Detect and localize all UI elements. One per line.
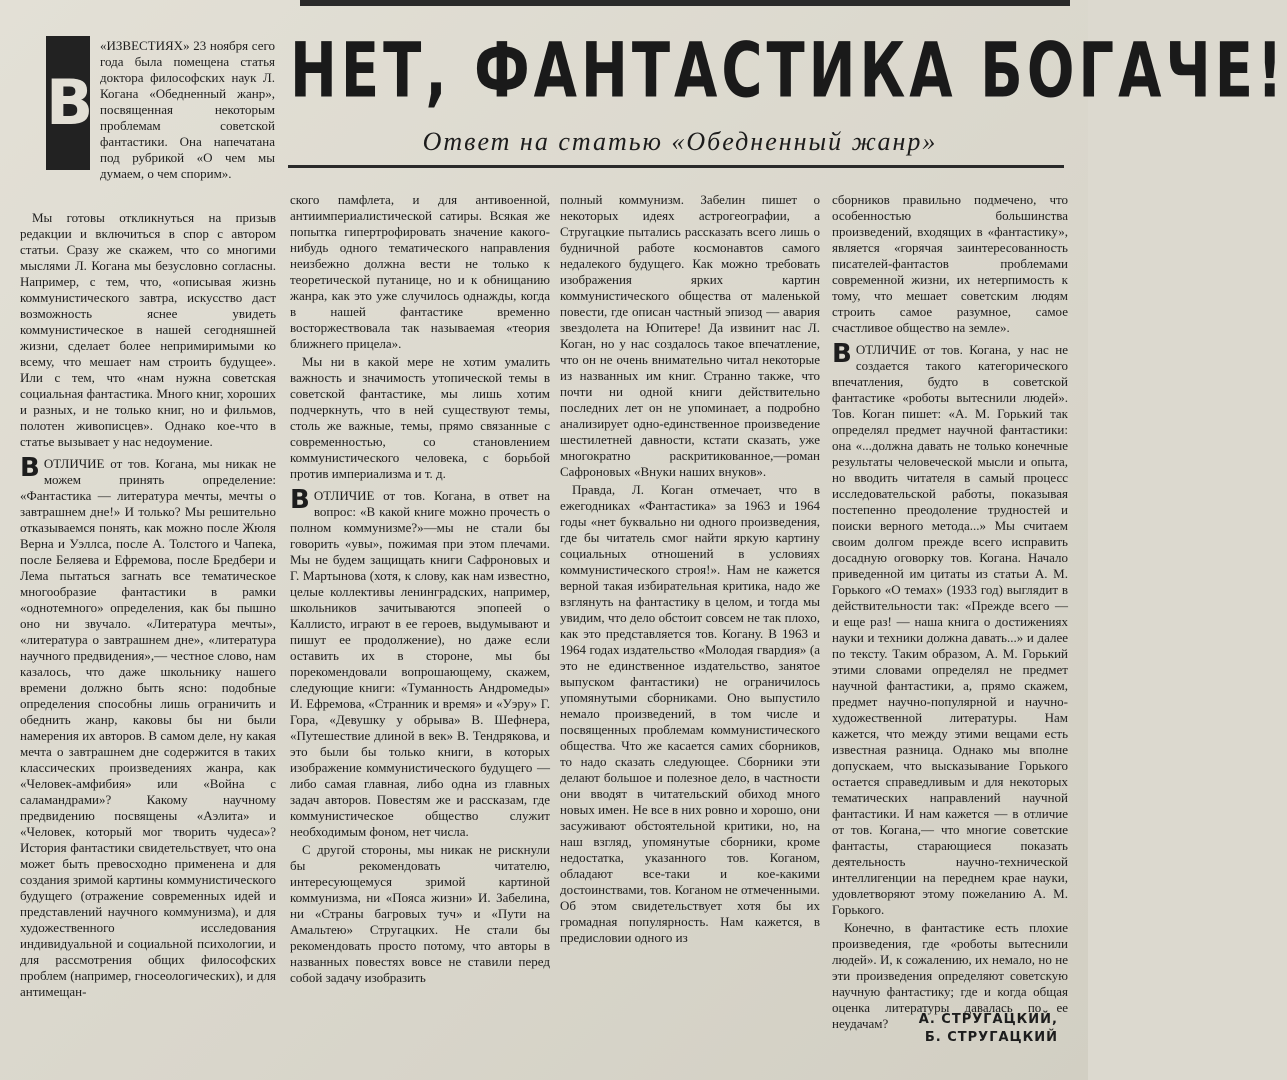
paragraph: Мы ни в какой мере не хотим умалить важность и значимость утопической темы в советской фантастике, мы лишь хотим подчеркнуть, что в ней существуют темы, столь же важные, темы, прямо связанные с современностью, со становлением коммунистического человека, с борьбой против империализма и т. д. <box>290 354 550 481</box>
paragraph: сборников правильно подмечено, что особенностью большинства произведений, входящих в «фантастику», является «горячая заинтересованность писателей-фантастов проблемами современной жизни, их нетерпимость к тому, что мешает советским людям строить самое разумное, самое счастливое общество на земле». <box>832 192 1068 335</box>
headline-rule <box>288 165 1064 168</box>
lead-paragraph <box>100 38 275 210</box>
article-title: НЕТ, ФАНТАСТИКА БОГАЧЕ! <box>290 27 1287 116</box>
article-subtitle: Ответ на статью «Обедненный жанр» <box>422 127 938 156</box>
paragraph: Мы готовы откликнуться на призыв редакции и включиться в спор с автором статьи. Сразу же скажем, что со многими мыслями Л. Когана мы безусловно согласны. Например, с тем, что, «описывая жизнь коммунистического завтра, искусство даст возможность яснее увидеть коммунистическое в нашей сегодняшней жизни, сделает более непримиримыми ко всему, что мешает нам строить будущее». Или с тем, что «нам нужна советская социальная фантастика. Много книг, хороших и разных, и не только книг, но и фильмов, полотен живописцев». Однако кое-что в статье вызывает у нас недоумение. <box>20 210 276 449</box>
paragraph-section: ВОТЛИЧИЕ от тов. Когана, в ответ на вопрос: «В какой книге можно прочесть о полном коммунизме?»—мы не стали бы говорить «увы», пожимая при этом плечами. Мы не будем защищать книги Сафроновых и Г. Мартынова (хотя, к слову, как нам известно, целые коллективы ленинградских, например, школьников зачитываются эпопеей о Каллисто, играют в ее героев, выдумывают и пишут ее продолжение), но даже если оставить их в стороне, мы бы порекомендовали вопрошающему, скажем, следующие книги: «Туманность Андромеды» И. Ефремова, «Странник и время» и «Уэру» Г. Гора, «Девушку у обрыва» В. Шефнера, «Путешествие длиной в век» В. Тендрякова, и это были бы только книги, в которых изображение коммунистического будущего — либо самая главная, либо одна из главных задач авторов. Повестям же и рассказам, где коммунистическое общество служит необходимым фоном, нет числа. <box>290 485 550 839</box>
paragraph: Правда, Л. Коган отмечает, что в ежегодниках «Фантастика» за 1963 и 1964 годы «нет буквально ни одного произведения, где бы читатель смог найти яркую картину социальных отношений в условиях коммунистического строя!». Нам не кажется верной такая избирательная критика, надо же взглянуть на фантастику в целом, и тогда мы увидим, что дело обстоит совсем не так плохо, как это представляется тов. Когану. В 1963 и 1964 годах издательство «Молодая гвардия» (а это не единственное издательство, занятое выпуском фантастики) не ограничилось упомянутыми сборниками. Оно выпустило немало произведений, в том числе и посвященных проблемам коммунистического общества. Что же касается самих сборников, то надо сказать следующее. Сборники эти делают большое и полезное дело, в частности они вводят в читательский обиход много новых имен. Не все в них ровно и хорошо, они засуживают обстоятельной критики, но, на наш взгляд, упомянутые сборники, кроме недостатка, указанного тов. Коганом, обладают все-таки и кое-какими достоинствами, тов. Коганом не отмеченными. Об этом свидетельствует хотя бы их громадная популярность. Нам кажется, в предисловии одного из <box>560 482 821 945</box>
column-1 <box>20 210 276 1050</box>
paragraph: С другой стороны, мы никак не рискнули бы рекомендовать читателю, интересующемуся зримой картиной коммунизма, ни «Пояса жизни» И. Забелина, ни «Страны багровых туч» и «Пути на Амальтею» Стругацких. Не стали бы рекомендовать просто потому, что авторы в названных повестях вовсе не ставили перед собой задачу изобразить <box>290 842 550 985</box>
lead-text: «ИЗВЕСТИЯХ» 23 ноября сего года была помещена статья доктора философских наук Л. Когана «Обедненный жанр», посвященная некоторым проблемам советской фантастики. Она напечатана под рубрикой «О чем мы думаем, о чем спорим». <box>100 38 275 181</box>
author-signature-2: Б. СТРУГАЦКИЙ <box>924 1030 1058 1045</box>
paragraph-section: ВОТЛИЧИЕ от тов. Когана, у нас не создается такого категорического впечатления, будто в советской фантастике «роботы вытеснили людей». Тов. Коган пишет: «А. М. Горький так определял предмет научной фантастики: она «...должна давать не только конечные результаты человеческой мысли и опыта, но вводить читателя в самый процесс исследовательской работы, показывая постепенно преодоление трудностей и поиски верного метода...» Мы считаем своим долгом прежде всего исправить досадную оговорку тов. Когана. Начало приведенной им цитаты из статьи А. М. Горького «О темах» (1933 год) выглядит в действительности так: «Прежде всего — и еще раз! — наша книга о достижениях науки и техники должна давать...» и далее по тексту. Таким образом, А. М. Горький этими словами определял не предмет научной фантастики, а, прямо скажем, предмет научно-популярной и научно-художественной литературы. Нам кажется, что между этими вещами есть известная разница. Однако мы вполне допускаем, что высказывание Горького остается справедливым и для некоторых тематических направлений научной фантастики. И нам кажется — в отличие от тов. Когана,— что многие советские фантасты, старающиеся показать деятельность научно-технической интеллигенции на переднем крае науки, удовлетворяют этому пожеланию А. М. Горького. <box>832 339 1068 917</box>
drop-cap: В <box>46 36 90 170</box>
paragraph-section: ВОТЛИЧИЕ от тов. Когана, мы никак не можем принять определение: «Фантастика — литература мечты, мечты о завтрашнем дне!» И только? Мы решительно отказываемся понять, как можно после Жюля Верна и Уэллса, после А. Толстого и Чапека, после Беляева и Ефремова, после Бредбери и Лема пытаться загнать все тематическое многообразие фантастики в рамки «однотемного» определения, как бы пышно оно ни звучало. «Литература мечты», «литература о завтрашнем дне», «литература научного предвидения»,— честное слово, нам казалось, что даже школьнику нашего времени должно быть ясно: подобные определения способны лишь ограничить и обеднить жанр, каковы бы ни были намерения их авторов. В самом деле, ну какая мечта о завтрашнем дне содержится в таких классических произведениях жанра, как «Человек-амфибия» или «Война с саламандрами»? Какому научному предвидению посвящены «Аэлита» и «Человек, который мог творить чудеса»? История фантастики свидетельствует, что она может быть превосходно применена и для создания зримой картины коммунистического будущего (отражение современных идей и представлений научного коммунизма), и для художественного исследования индивидуальной и социальной психологии, и для рассмотрения общих философских проблем (например, гносеологических), и для антимещан- <box>20 453 276 999</box>
paragraph: полный коммунизм. Забелин пишет о некоторых идеях астрогеографии, а Стругацкие пытались рассказать всего лишь о будничной работе космонавтов самого недалекого будущего. Как можно требовать изображения ярких картин коммунистического общества от маленькой повести, где описан частный эпизод — авария звездолета на Юпитере! Да извинит нас Л. Коган, но у нас создалось такое впечатление, что он не очень внимательно читал некоторые из названных им книг. Странно также, что почти ни одной книги действительно последних лет он не упоминает, а подробно анализирует одно-единственное произведение шестилетней давности, кстати сказать, уже многократно раскритикованное,—роман Сафроновых «Внуки наших внуков». <box>560 192 820 479</box>
paragraph: Конечно, в фантастике есть плохие произведения, где «роботы вытеснили людей». И, к сожалению, их немало, но не эти произведения определяют советскую научную фантастику; где и когда общая оценка литературы давалась по ее неудачам? <box>832 920 1068 1031</box>
column-2 <box>290 192 550 1050</box>
paragraph: ского памфлета, и для антивоенной, антиимпериалистической сатиры. Всякая же попытка гипертрофировать значение какого-нибудь одного тематического направления неизбежно должна вести не только к теоретической путанице, но и к обнищанию жанра, как это уже случилось однажды, когда в нашей фантастике временно восторжествовала так называемая «теория ближнего прицела». <box>290 192 550 351</box>
author-signature-1: А. СТРУГАЦКИЙ, <box>918 1012 1058 1027</box>
column-3 <box>560 192 820 1050</box>
